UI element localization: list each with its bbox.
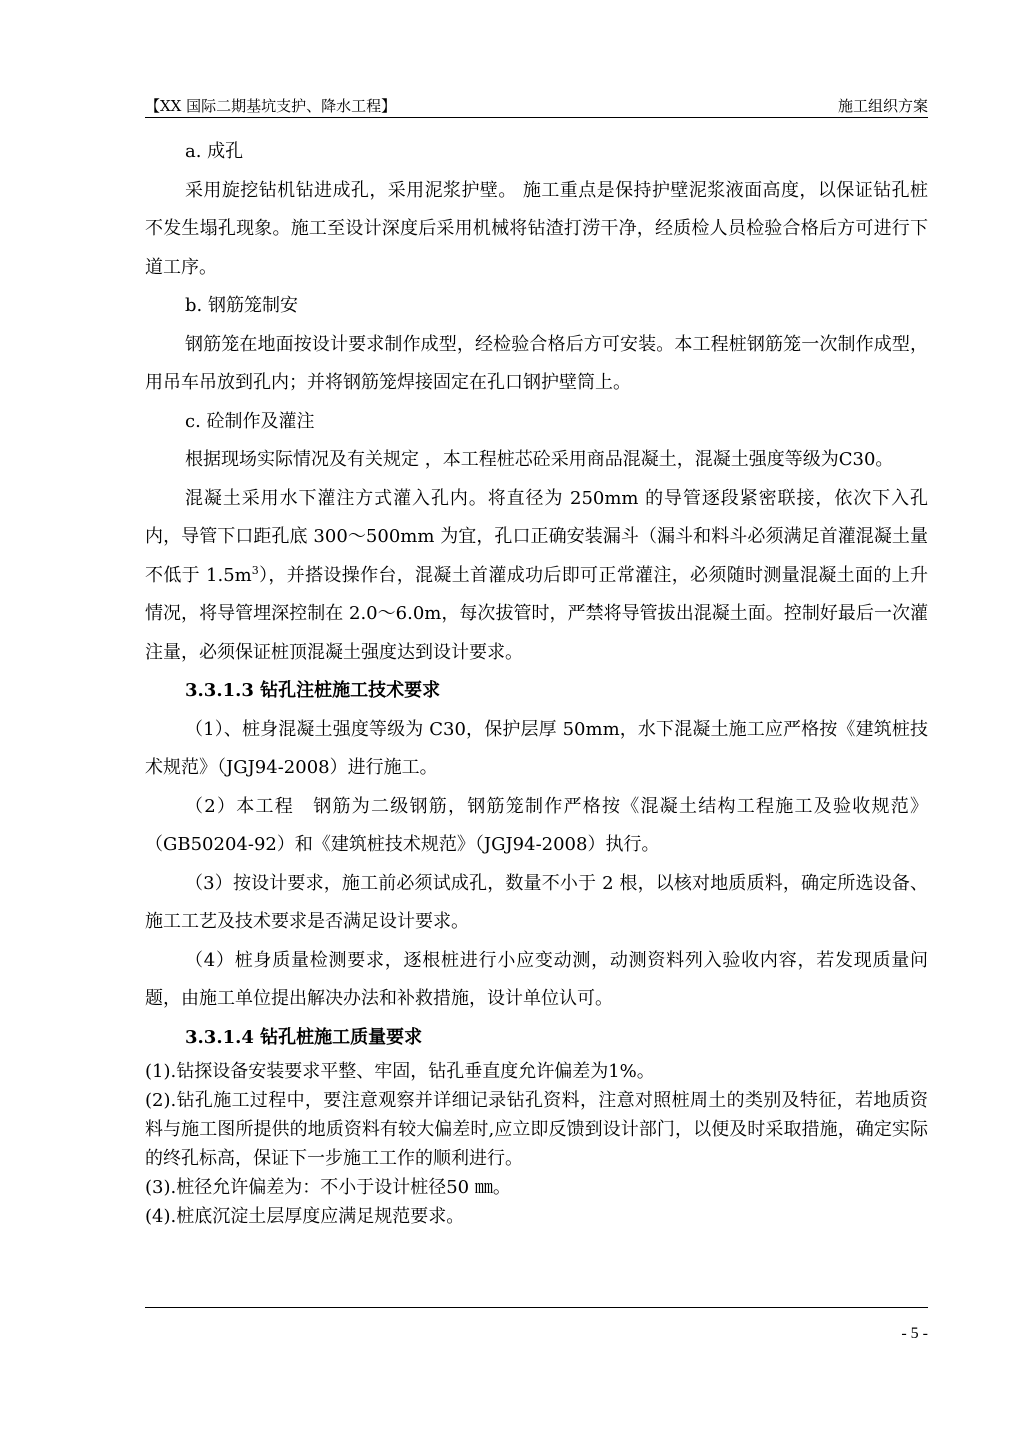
section-b-title: b. 钢筋笼制安 — [185, 295, 298, 316]
header-doc-type: 施工组织方案 — [837, 97, 928, 115]
section-c-body: 根据现场实际情况及有关规定 ，本工程桩芯砼采用商品混凝土，混凝土强度等级为C30。 — [185, 449, 894, 470]
pour-text-2: ），并搭设操作台，混凝土首灌成功后即可正常灌注，必须随时测量混凝土面的上升情况，将导管埋深控制在 2.0～6.0m，每次拔管时，严禁将导管拔出混凝土面。控制好最后一次灌注量，必须保证桩顶混凝土强度达到设计要求。 — [145, 564, 928, 663]
quality-item-1: (1).钻探设备安装要求平整、牢固，钻孔垂直度允许偏差为1%。 — [145, 1061, 655, 1082]
tech-item-4: （4）桩身质量检测要求，逐根桩进行小应变动测，动测资料列入验收内容，若发现质量问题，由施工单位提出解决办法和补救措施，设计单位认可。 — [145, 949, 928, 1009]
header-project-title: 【XX 国际二期基坑支护、降水工程】 — [145, 97, 397, 115]
section-c-title: c. 砼制作及灌注 — [185, 410, 315, 432]
pour-paragraph — [145, 480, 928, 673]
footer-divider — [145, 1307, 928, 1308]
quality-item-2: (2).钻孔施工过程中，要注意观察并详细记录钻孔资料，注意对照桩周土的类别及特征，若地质资料与施工图所提供的地质资料有较大偏差时,应立即反馈到设计部门，以便及时采取措施，确定实际的终孔标高，保证下一步施工工作的顺利进行。 — [145, 1090, 928, 1169]
pour-superscript: 3 — [251, 563, 259, 577]
tech-item-1: （1）、桩身混凝土强度等级为 C30，保护层厚 50mm，水下混凝土施工应严格按《建筑桩技术规范》（JGJ94-2008）进行施工。 — [145, 718, 928, 778]
page-number: - 5 - — [901, 1325, 928, 1342]
pour-text-1: 混凝土采用水下灌注方式灌入孔内。将直径为 250mm 的导管逐段紧密联接，依次下入孔内，导管下口距孔底 300～500mm 为宜，孔口正确安装漏斗（漏斗和料斗必须满足首灌混凝土量不低于 1.5m — [145, 487, 928, 586]
tech-item-2: （2）本工程 钢筋为二级钢筋，钢筋笼制作严格按《混凝土结构工程施工及验收规范》（GB50204-92）和《建筑桩技术规范》（JGJ94-2008）执行。 — [145, 795, 928, 855]
tech-heading: 3.3.1.3 钻孔注桩施工技术要求 — [185, 680, 441, 701]
tech-item-3: （3）按设计要求，施工前必须试成孔，数量不小于 2 根，以核对地质质料，确定所选设备、施工工艺及技术要求是否满足设计要求。 — [145, 872, 928, 932]
section-a-title: a. 成孔 — [185, 141, 244, 162]
quality-item-4: (4).桩底沉淀土层厚度应满足规范要求。 — [145, 1206, 465, 1227]
quality-item-3: (3).桩径允许偏差为：不小于设计桩径50 ㎜。 — [145, 1177, 511, 1198]
page-header — [145, 95, 928, 118]
quality-heading: 3.3.1.4 钻孔桩施工质量要求 — [185, 1026, 423, 1048]
section-b-body: 钢筋笼在地面按设计要求制作成型，经检验合格后方可安装。本工程桩钢筋笼一次制作成型，用吊车吊放到孔内；并将钢筋笼焊接固定在孔口钢护壁筒上。 — [145, 333, 928, 393]
document-body — [145, 133, 928, 1231]
section-a-body: 采用旋挖钻机钻进成孔，采用泥浆护壁。 施工重点是保持护壁泥浆液面高度，以保证钻孔桩不发生塌孔现象。施工至设计深度后采用机械将钻渣打涝干净，经质检人员检验合格后方可进行下道工序。 — [145, 179, 928, 278]
